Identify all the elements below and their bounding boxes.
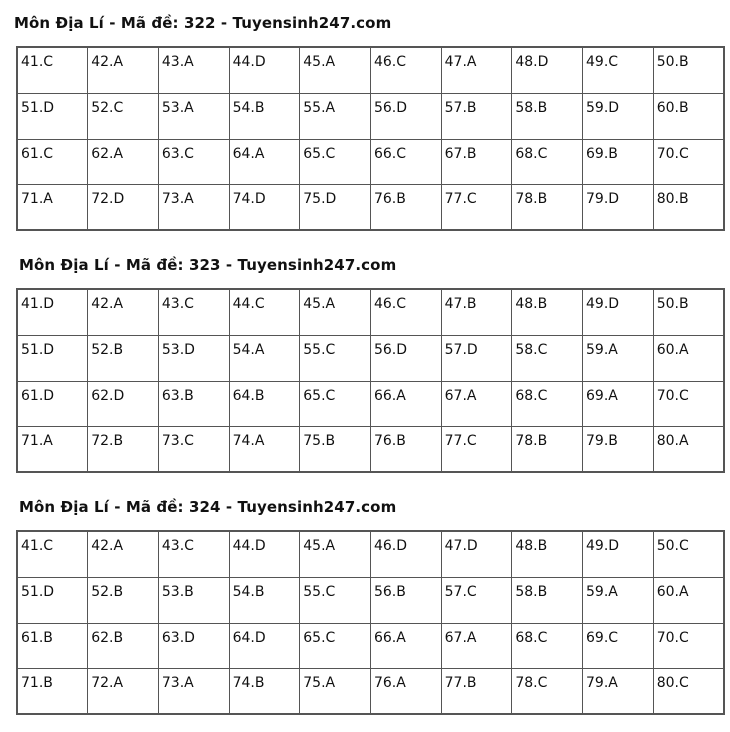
answer-cell: 56.D <box>370 335 441 381</box>
table-row <box>17 139 724 184</box>
answer-cell: 52.B <box>88 335 159 381</box>
answer-cell: 46.C <box>370 289 441 335</box>
answer-cell: 49.D <box>583 289 654 335</box>
answer-cell: 76.B <box>370 184 441 230</box>
answer-cell: 62.D <box>88 381 159 426</box>
answer-cell: 55.C <box>300 335 371 381</box>
table-row <box>17 381 724 426</box>
answer-cell: 63.D <box>158 623 229 668</box>
answer-cell: 59.A <box>583 577 654 623</box>
answer-cell: 68.C <box>512 139 583 184</box>
answer-cell: 76.B <box>370 426 441 472</box>
answer-cell: 76.A <box>370 668 441 714</box>
table-row <box>17 623 724 668</box>
answer-cell: 70.C <box>653 139 724 184</box>
answer-cell: 72.B <box>88 426 159 472</box>
answer-cell: 72.A <box>88 668 159 714</box>
table-row <box>17 93 724 139</box>
answer-cell: 73.C <box>158 426 229 472</box>
answer-cell: 50.B <box>653 47 724 93</box>
answer-cell: 45.A <box>300 289 371 335</box>
answer-cell: 65.C <box>300 381 371 426</box>
answer-cell: 74.B <box>229 668 300 714</box>
answer-cell: 56.D <box>370 93 441 139</box>
answer-cell: 77.C <box>441 184 512 230</box>
answer-cell: 47.B <box>441 289 512 335</box>
answer-table-324 <box>16 530 725 715</box>
answer-cell: 51.D <box>17 93 88 139</box>
answer-cell: 73.A <box>158 184 229 230</box>
table-row <box>17 577 724 623</box>
answer-cell: 63.C <box>158 139 229 184</box>
answer-cell: 58.B <box>512 93 583 139</box>
answer-cell: 60.A <box>653 335 724 381</box>
section-title-323: Môn Địa Lí - Mã đề: 323 - Tuyensinh247.com <box>19 256 397 274</box>
answer-cell: 54.A <box>229 335 300 381</box>
answer-cell: 56.B <box>370 577 441 623</box>
answer-cell: 47.A <box>441 47 512 93</box>
answer-cell: 44.D <box>229 531 300 577</box>
answer-cell: 79.B <box>583 426 654 472</box>
answer-cell: 57.C <box>441 577 512 623</box>
answer-cell: 79.A <box>583 668 654 714</box>
answer-cell: 48.D <box>512 47 583 93</box>
answer-cell: 49.C <box>583 47 654 93</box>
table-row <box>17 335 724 381</box>
answer-cell: 51.D <box>17 335 88 381</box>
answer-cell: 71.B <box>17 668 88 714</box>
answer-cell: 75.A <box>300 668 371 714</box>
answer-cell: 57.D <box>441 335 512 381</box>
answer-cell: 71.A <box>17 426 88 472</box>
answer-cell: 77.B <box>441 668 512 714</box>
answer-cell: 49.D <box>583 531 654 577</box>
answer-cell: 66.A <box>370 623 441 668</box>
answer-cell: 43.C <box>158 531 229 577</box>
answer-cell: 70.C <box>653 623 724 668</box>
answer-cell: 59.A <box>583 335 654 381</box>
answer-cell: 65.C <box>300 623 371 668</box>
answer-cell: 72.D <box>88 184 159 230</box>
answer-cell: 60.A <box>653 577 724 623</box>
answer-cell: 64.A <box>229 139 300 184</box>
table-row <box>17 668 724 714</box>
answer-cell: 43.A <box>158 47 229 93</box>
answer-cell: 61.C <box>17 139 88 184</box>
answer-cell: 75.D <box>300 184 371 230</box>
answer-cell: 71.A <box>17 184 88 230</box>
answer-cell: 53.A <box>158 93 229 139</box>
answer-cell: 47.D <box>441 531 512 577</box>
answer-cell: 41.C <box>17 531 88 577</box>
answer-cell: 55.A <box>300 93 371 139</box>
answer-cell: 41.C <box>17 47 88 93</box>
answer-cell: 80.A <box>653 426 724 472</box>
answer-cell: 54.B <box>229 577 300 623</box>
answer-cell: 63.B <box>158 381 229 426</box>
answer-cell: 69.A <box>583 381 654 426</box>
table-row <box>17 47 724 93</box>
answer-cell: 48.B <box>512 289 583 335</box>
answer-cell: 44.C <box>229 289 300 335</box>
answer-cell: 60.B <box>653 93 724 139</box>
answer-cell: 51.D <box>17 577 88 623</box>
answer-cell: 78.B <box>512 426 583 472</box>
answer-cell: 58.B <box>512 577 583 623</box>
answer-cell: 59.D <box>583 93 654 139</box>
answer-cell: 45.A <box>300 531 371 577</box>
answer-cell: 46.D <box>370 531 441 577</box>
answer-cell: 62.A <box>88 139 159 184</box>
answer-table-322 <box>16 46 725 231</box>
answer-cell: 78.B <box>512 184 583 230</box>
answer-cell: 52.C <box>88 93 159 139</box>
answer-cell: 64.D <box>229 623 300 668</box>
answer-cell: 67.A <box>441 623 512 668</box>
answer-cell: 78.C <box>512 668 583 714</box>
section-title-322: Môn Địa Lí - Mã đề: 322 - Tuyensinh247.com <box>14 14 392 32</box>
answer-cell: 41.D <box>17 289 88 335</box>
answer-cell: 67.B <box>441 139 512 184</box>
answer-cell: 57.B <box>441 93 512 139</box>
answer-cell: 69.C <box>583 623 654 668</box>
answer-cell: 64.B <box>229 381 300 426</box>
answer-cell: 74.A <box>229 426 300 472</box>
answer-cell: 50.C <box>653 531 724 577</box>
answer-cell: 46.C <box>370 47 441 93</box>
answer-cell: 70.C <box>653 381 724 426</box>
table-row <box>17 426 724 472</box>
table-row <box>17 531 724 577</box>
answer-cell: 80.B <box>653 184 724 230</box>
answer-cell: 68.C <box>512 381 583 426</box>
answer-cell: 80.C <box>653 668 724 714</box>
answer-cell: 55.C <box>300 577 371 623</box>
answer-cell: 74.D <box>229 184 300 230</box>
section-title-324: Môn Địa Lí - Mã đề: 324 - Tuyensinh247.com <box>19 498 397 516</box>
answer-cell: 65.C <box>300 139 371 184</box>
answer-cell: 66.C <box>370 139 441 184</box>
table-row <box>17 289 724 335</box>
answer-cell: 79.D <box>583 184 654 230</box>
answer-cell: 61.D <box>17 381 88 426</box>
answer-cell: 66.A <box>370 381 441 426</box>
answer-cell: 53.B <box>158 577 229 623</box>
answer-table-323 <box>16 288 725 473</box>
answer-cell: 53.D <box>158 335 229 381</box>
answer-cell: 68.C <box>512 623 583 668</box>
answer-cell: 54.B <box>229 93 300 139</box>
answer-cell: 48.B <box>512 531 583 577</box>
answer-cell: 52.B <box>88 577 159 623</box>
answer-cell: 73.A <box>158 668 229 714</box>
answer-cell: 77.C <box>441 426 512 472</box>
answer-cell: 62.B <box>88 623 159 668</box>
answer-cell: 75.B <box>300 426 371 472</box>
answer-cell: 67.A <box>441 381 512 426</box>
table-row <box>17 184 724 230</box>
answer-cell: 69.B <box>583 139 654 184</box>
answer-cell: 61.B <box>17 623 88 668</box>
answer-cell: 43.C <box>158 289 229 335</box>
answer-cell: 45.A <box>300 47 371 93</box>
answer-cell: 50.B <box>653 289 724 335</box>
answer-cell: 44.D <box>229 47 300 93</box>
answer-cell: 42.A <box>88 289 159 335</box>
answer-cell: 42.A <box>88 531 159 577</box>
answer-cell: 58.C <box>512 335 583 381</box>
answer-cell: 42.A <box>88 47 159 93</box>
